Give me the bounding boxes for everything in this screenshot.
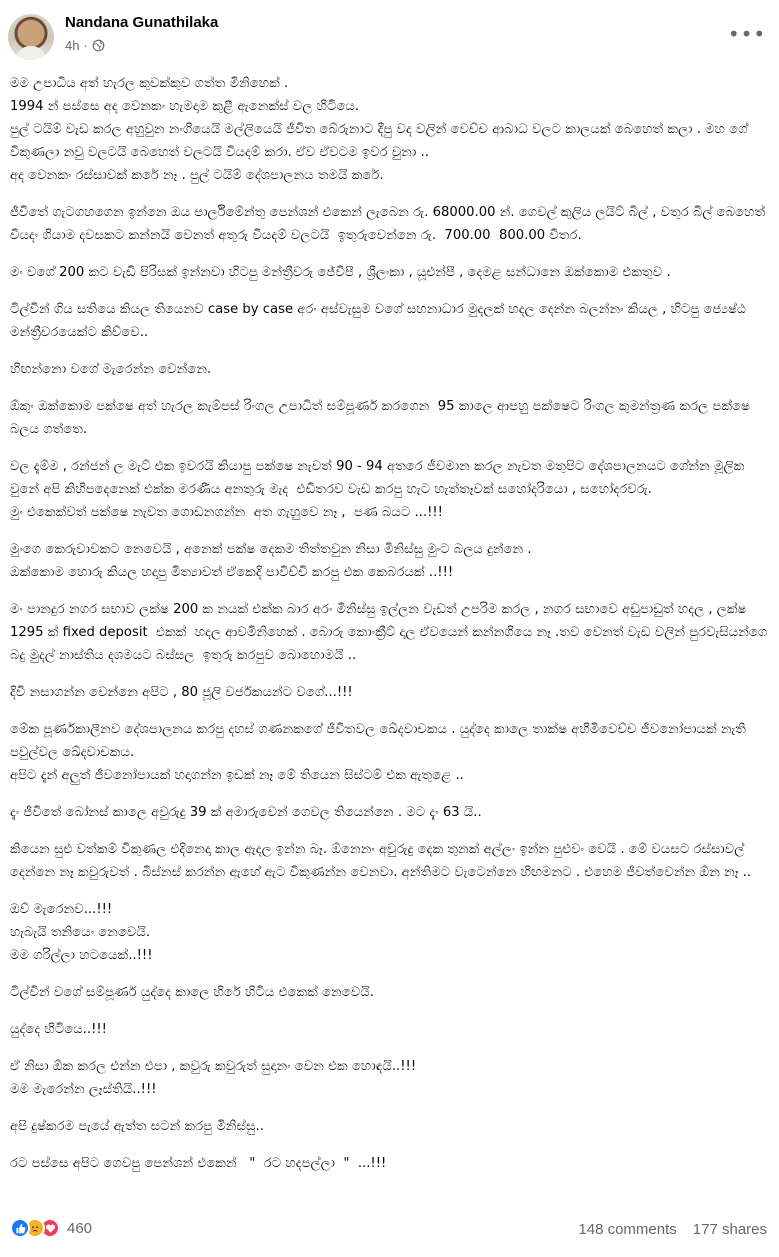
post-paragraph: ජීවිතේ ගැටගහගෙන ඉන්නෙ ඔය පාර්ලිමේන්තු පෙන්ශන් එකෙන් ලැබෙන රු. 68000.00 න්. ගෙවල් කුලිය ලයිට් බිල් , වතුර බිල් බෙහෙත් වියදං ගියාම දවසකට කන්නයි වෙනත් අතුරු වියදම් වලටයි ඉතුරුවෙන්නෙ රු. 700.00 800.00 විතර. (10, 205, 770, 243)
post-paragraph: හිඟන්නො වගේ මැරෙන්න වෙන්නෙ. (10, 362, 212, 377)
post-meta (65, 38, 105, 53)
shares-count[interactable]: 177 shares (692, 1221, 767, 1238)
post-paragraph: මං වගේ 200 කට වැඩි පිරිසක් ඉන්නවා හිටපු මන්ත්‍රීවරු ජේවීපී , ශ්‍රීලංකා , යූඑන්පී , දෙමළ සන්ධානෙ ඔක්කොම එකතුව . (10, 265, 671, 280)
post-time[interactable]: 4h (65, 38, 80, 53)
post-paragraph: මම උපාධිය අත් හැරල කුවක්කුව ගත්ත මිනිහෙක් . 1994 න් පස්සෙ අද වෙනකං හැමදාම කුළී ඇනෙක්ස් වල හිටියෙ. පුල් ටයිම් වැඩ කරල අහුවුන නංගියෙයි මල්ලියෙයි ජීවිත බේරුනාට දීපු වද වලින් වෙච්ච ආබාධ වලට කාලයක් බෙහෙත් කලා . මහ ගේ විකුණලා නවු වලටයි බෙහෙත් වලටයි වියදම් කරා. ඒව ඒවටම ඉවර වුනා .. අද වෙනකං රස්සාවක් කරේ නෑ . පුල් ටයිම් දේශපාලනය තමයි කරේ. (10, 76, 748, 183)
author-name[interactable]: Nandana Gunathilaka (65, 14, 219, 31)
reactions-summary[interactable] (10, 1218, 92, 1238)
post-paragraph: ටිල්වින් වගේ සම්පූර්ණ යුද්දෙ කාලෙ හිරේ හිටිය එකෙක් නෙවෙයි. (10, 985, 374, 1000)
more-options-icon[interactable]: ••• (727, 22, 767, 46)
reaction-count: 460 (67, 1219, 93, 1237)
post-paragraph: මුංගෙ කෙරුවාවකට නෙවෙයි , අනෙක් පක්ෂ දෙකම තිත්තවුන නිසා මිනිස්සු මුංට බලය දුන්නෙ . ඔක්කොම හොරු කියල හදාපු මිත්‍යාවත් ඒකෙදි පාවිච්චි කරපු එක කෙබරයක් ..!!! (10, 542, 532, 580)
like-reaction-icon (10, 1218, 30, 1238)
comments-count[interactable]: 148 comments (578, 1221, 677, 1238)
post-body (10, 72, 770, 1189)
author-avatar[interactable] (8, 14, 54, 60)
meta-separator: · (83, 38, 88, 53)
post-header (0, 0, 779, 70)
post-paragraph: දැං ජීවිතේ බෝනස් කාලෙ අවුරුදු 39 ක් අමාරුවෙන් ගෙවල තියෙන්නෙ . මට දැං 63 යි.. (10, 805, 482, 820)
post-paragraph: ඕකුං ඔක්කොම පක්ෂෙ අත් හැරල කැම්පස් රිංගල උපාධිත් සම්පූර්ණ කරගෙන 95 කාලෙ ආපහු පක්ෂෙට රිංගල කුමන්ත්‍රණ කරල පක්ෂෙ බලය ගත්තෙ. (10, 399, 755, 437)
post-paragraph: දිවි නසාගන්න වෙන්නෙ අපිට , 80 ජූලි වර්ජකයන්ට වගේ...!!! (10, 685, 353, 700)
post-paragraph: මං පානදුර නගර සභාව ලක්ෂ 200 ක නයක් එක්ක බාර අරං මිනිස්සු ඉල්ලන වැඩත් උපරිම කරල , නගර සභාවෙ අඩුපාඩුත් හදල , ලක්ෂ 1295 ක් fixed deposit එකක් හදල ආවමිනිහෙක් . බොරු කොංක්‍රීට් දාල ඒවයෙන් කන්නගියෙ නෑ .තව වෙනත් වැඩ වලින් පුරවැසියන්ගෙ බදු මුදල් නාස්තිය දශමයට බස්සල ඉතුරු කරපුව බොහොමයි .. (10, 602, 772, 663)
post-paragraph: වල දැම්ම , රන්ජන් ල මැට් එක ඉවරයි කියාපු පක්ෂෙ නැවත් 90 - 94 අතරෙ ජීවමාන කරල නැවත මතුපිට දේශපාලනයට ගේන්න මූලික වුනේ අපි කිහිපදෙනෙක් එක්ක මරණීය අනතුරු මැද එඩිතරව වැඩ කරපු හැට හැත්තෑවක් සහෝදරියො , සහෝදරවරු. මුං එකෙක්වත් පක්ෂෙ නැවත ගොඩනගන්න අත ගැහුවෙ නෑ , පණ බයට ...!!! (10, 459, 745, 520)
post-paragraph: රට පස්සෙ අපිට ගෙවපු පෙන්ශන් එකෙන් " රට හදපල්ලා " ...!!! (10, 1156, 387, 1171)
post-paragraph: ටිල්වින් ගිය සතියෙ කියල තියෙනව case by case අරං අස්වැසුම වගේ සහනාධාර මුදලක් හදල දෙන්න බලන්නං කියල , හිටපු ජ්‍යෙෂ්ඨ මන්ත්‍රීවරයෙක්ට කිව්වෙ.. (10, 302, 751, 340)
post-paragraph: අපි දුෂ්කරම පැයේ ඇත්ත සටන් කරපු මිනිස්සු.. (10, 1119, 264, 1134)
post-paragraph: යුද්දෙ හිටියෙ..!!! (10, 1022, 107, 1037)
post-footer (0, 1214, 779, 1250)
engagement-stats (578, 1221, 767, 1238)
post-paragraph: කියෙන සුළු වත්කම් විකුණල එදිනෙදා කාල ඇදල ඉන්න බෑ. ඕනෙනං අවුරුදු දෙක තුනක් අල්ලං ඉන්න පුළුවං වෙයි . මේ වයසට රස්සාවල් දෙන්නෙ නෑ කවුරුවත් . බිස්නස් කරන්න ඇහේ ඇට විකුණන්න වෙනවා. අන්තිමට වැටෙන්නෙ හිඟමනට . එහෙම ජීවත්වෙන්න ඕන නෑ .. (10, 842, 752, 880)
post-paragraph: ඒ නිසා ඕක කරල එන්න එපා , කවුරු කවුරුත් සුදානං වෙන එක හොඳයි..!!! මම මැරෙන්න ලෑස්තියි..!!! (10, 1059, 417, 1097)
globe-icon[interactable] (92, 39, 105, 52)
post-paragraph: මේක පූර්ණකාලීනව දේශපාලනය කරපු දහස් ගණනකගේ ජීවිතවල ඛේදවාචකය . යුද්දෙ කාලෙ තාක්ෂ අහිමිවෙච්ච ජීවනෝපායක් නැති පවුල්වල ඛේදවාචකය. අපිට දැන් අලුත් ජීවනෝපායක් හදාගන්න ඉඩක් නෑ මේ තියෙන සිස්ටම් එක ඇතුළෙ .. (10, 722, 746, 783)
post-paragraph: ඔව් මැරෙනව...!!! හැබැයි තනියෙං නෙවෙයි. මම ගරිල්ලා හටයෙක්..!!! (10, 902, 153, 963)
